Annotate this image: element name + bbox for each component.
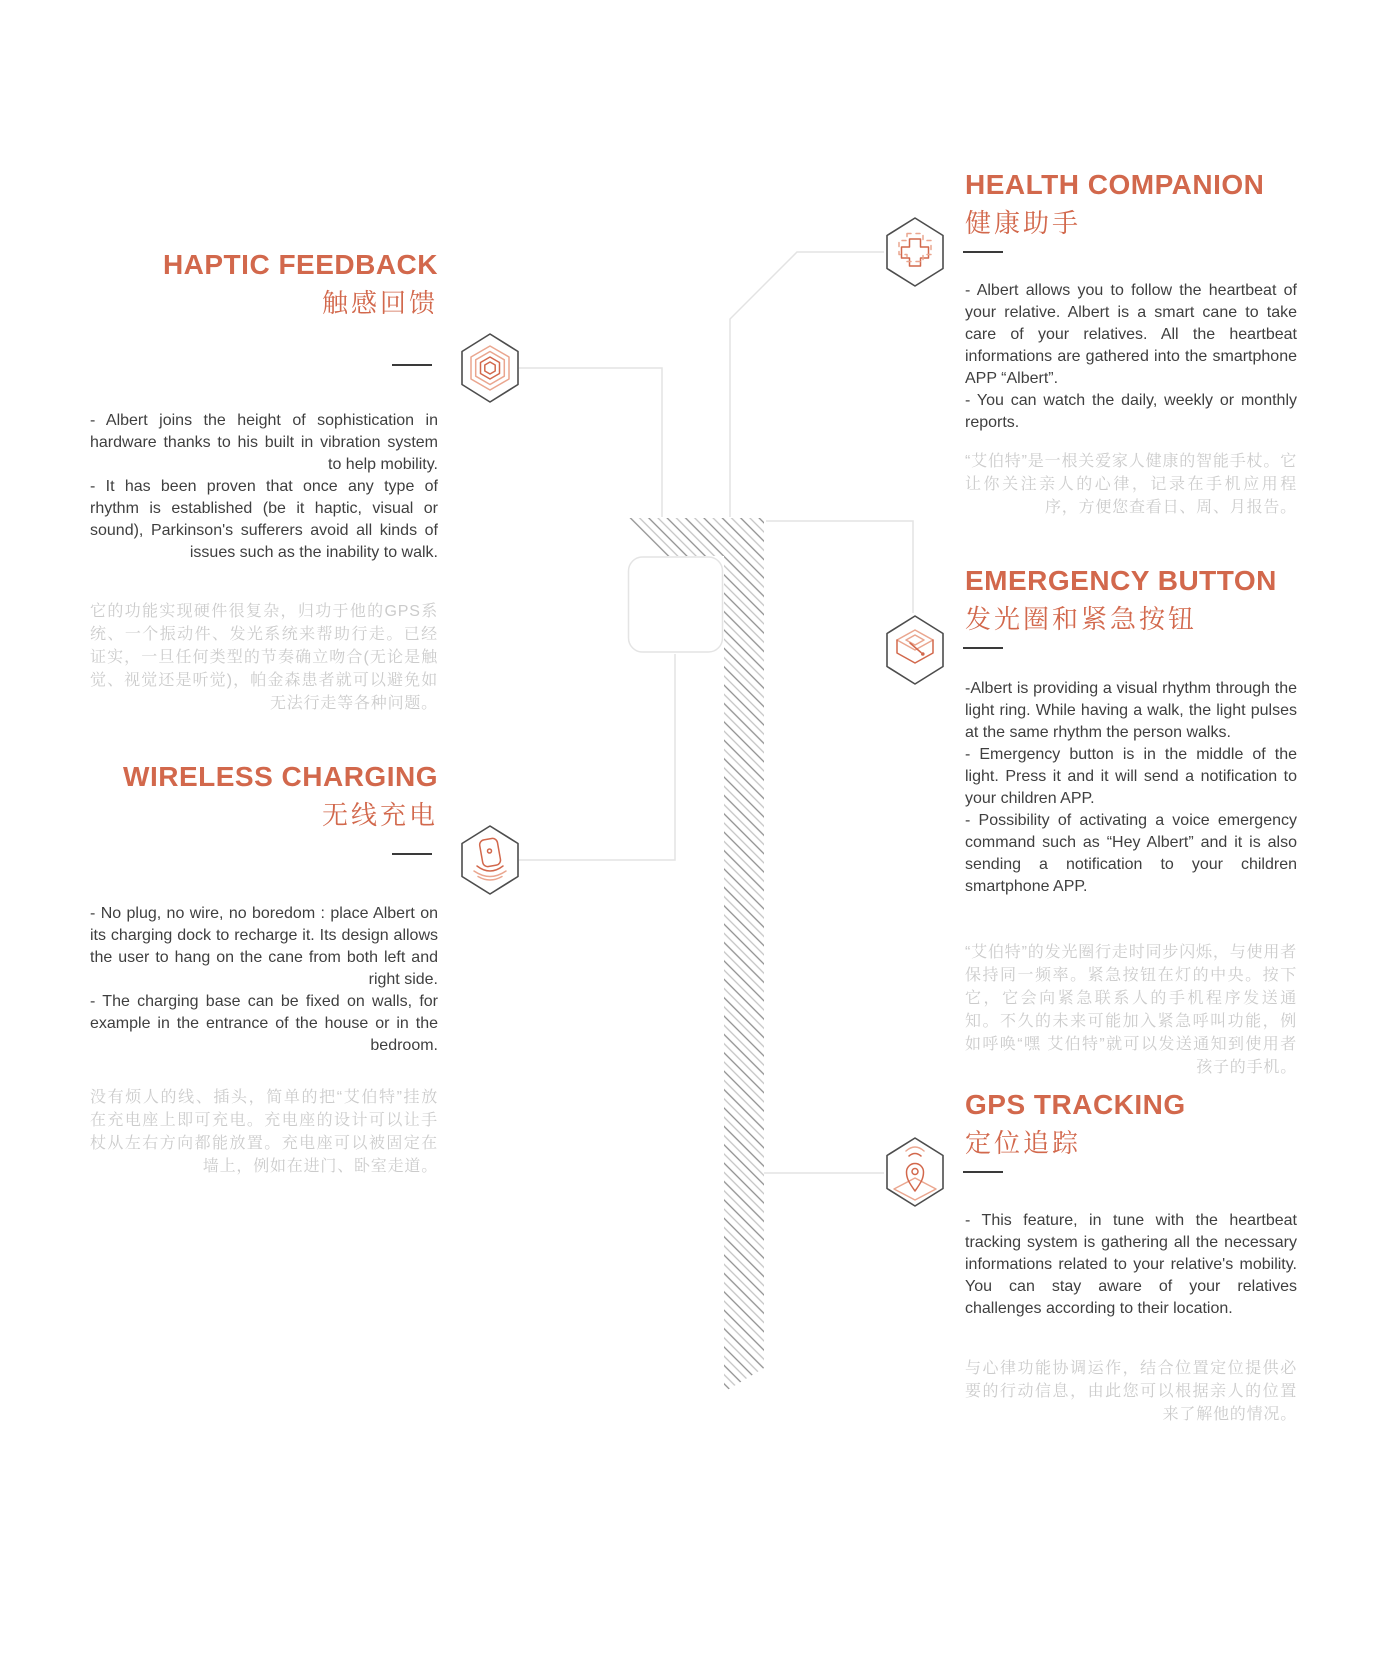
haptic-paragraph-cn: 它的功能实现硬件很复杂，归功于他的GPS系统、一个振动件、发光系统来帮助行走。已经证实，一旦任何类型的节奏确立吻合(无论是触觉、视觉还是听觉)，帕金森患者就可以避免如无法行走等各种问题。 (90, 603, 438, 712)
emergency-paragraph: - Possibility of activating a voice emergency command such as “Hey Albert” and it is also sending a notification to your children smartphone APP. (965, 812, 1297, 895)
health-description-cn (965, 450, 1297, 519)
haptic-section-header (90, 250, 438, 319)
health-paragraph: - You can watch the daily, weekly or monthly reports. (965, 392, 1297, 431)
haptic-subtitle-cn: 触感回馈 (321, 287, 438, 318)
emergency-paragraph: - Emergency button is in the middle of the light. Press it and it will send a notification to your children APP. (965, 746, 1297, 807)
wireless-paragraph-cn: 没有烦人的线、插头，简单的把“艾伯特”挂放在充电座上即可充电。充电座的设计可以让手杖从左右方向都能放置。充电座可以被固定在墙上，例如在进门、卧室走道。 (90, 1089, 438, 1175)
vibration-rings-hexagon-icon (458, 332, 522, 404)
cane-handle-cutout (629, 557, 723, 652)
haptic-title-underline-dash (392, 364, 432, 366)
gps-subtitle-cn: 定位追踪 (965, 1127, 1082, 1158)
connector-wireless (519, 654, 675, 860)
emergency-description-cn (965, 941, 1297, 1079)
health-paragraph: - Albert allows you to follow the heartbeat of your relative. Albert is a smart cane to take care of your relatives. All the heartbeat informations are gathered into the smartphone APP “Albert”. (965, 282, 1297, 387)
gps-title-underline-dash (963, 1171, 1003, 1173)
map-pin-hexagon-icon (883, 1136, 947, 1208)
wireless-section-header (90, 762, 438, 831)
connector-health (730, 252, 884, 517)
gps-paragraph: - This feature, in tune with the heartbeat tracking system is gathering all the necessary informations related to your relative's mobility. You can stay aware of your relatives challenges according to their location. (965, 1212, 1297, 1317)
wireless-title-underline-dash (392, 853, 432, 855)
emergency-description (965, 678, 1297, 898)
emergency-paragraph-cn: “艾伯特”的发光圈行走时同步闪烁，与使用者保持同一频率。紧急按钮在灯的中央。按下它，它会向紧急联系人的手机程序发送通知。不久的未来可能加入紧急呼叫功能，例如呼唤“嘿 艾伯特”就可以发送通知到使用者孩子的手机。 (965, 944, 1297, 1076)
cane-shaft-hatch (629, 518, 764, 1392)
gps-description-cn (965, 1357, 1297, 1426)
health-description (965, 280, 1297, 434)
emergency-paragraph: -Albert is providing a visual rhythm through the light ring. While having a walk, the light pulses at the same rhythm the person walks. (965, 680, 1297, 741)
haptic-paragraph: - It has been proven that once any type of rhythm is established (be it haptic, visual or sound), Parkinson's sufferers avoid all kinds of issues such as the inability to walk. (90, 478, 438, 561)
emergency-title-underline-dash (963, 647, 1003, 649)
wireless-description-cn (90, 1086, 438, 1178)
medical-cross-hexagon-icon (883, 216, 947, 288)
emergency-subtitle-cn: 发光圈和紧急按钮 (965, 603, 1198, 634)
health-paragraph-cn: “艾伯特”是一根关爱家人健康的智能手杖。它让你关注亲人的心律，记录在手机应用程序，方便您查看日、周、月报告。 (965, 453, 1297, 516)
health-title: HEALTH COMPANION (965, 169, 1265, 200)
haptic-paragraph: - Albert joins the height of sophistication in hardware thanks to his built in vibration system to help mobility. (90, 412, 438, 473)
gps-description (965, 1210, 1297, 1320)
haptic-description (90, 410, 438, 564)
light-ring-button-hexagon-icon (883, 614, 947, 686)
wireless-paragraph: - No plug, no wire, no boredom : place Albert on its charging dock to recharge it. Its design allows the user to hang on the cane from both left and right side. (90, 905, 438, 988)
haptic-description-cn (90, 600, 438, 715)
emergency-title: EMERGENCY BUTTON (965, 565, 1277, 596)
gps-section-header (965, 1090, 1297, 1159)
wireless-paragraph: - The charging base can be fixed on walls, for example in the entrance of the house or in the bedroom. (90, 993, 438, 1054)
charging-dock-hexagon-icon (458, 824, 522, 896)
connector-emergency (766, 521, 913, 613)
connector-haptic (519, 368, 662, 517)
gps-title: GPS TRACKING (965, 1089, 1186, 1120)
wireless-description (90, 903, 438, 1057)
wireless-subtitle-cn: 无线充电 (321, 799, 438, 830)
haptic-title: HAPTIC FEEDBACK (162, 249, 438, 280)
health-subtitle-cn: 健康助手 (965, 207, 1082, 238)
gps-paragraph-cn: 与心律功能协调运作，结合位置定位提供必要的行动信息，由此您可以根据亲人的位置来了解他的情况。 (965, 1360, 1297, 1423)
wireless-title: WIRELESS CHARGING (123, 761, 438, 792)
health-title-underline-dash (963, 251, 1003, 253)
health-section-header (965, 170, 1297, 239)
emergency-section-header (965, 566, 1297, 635)
